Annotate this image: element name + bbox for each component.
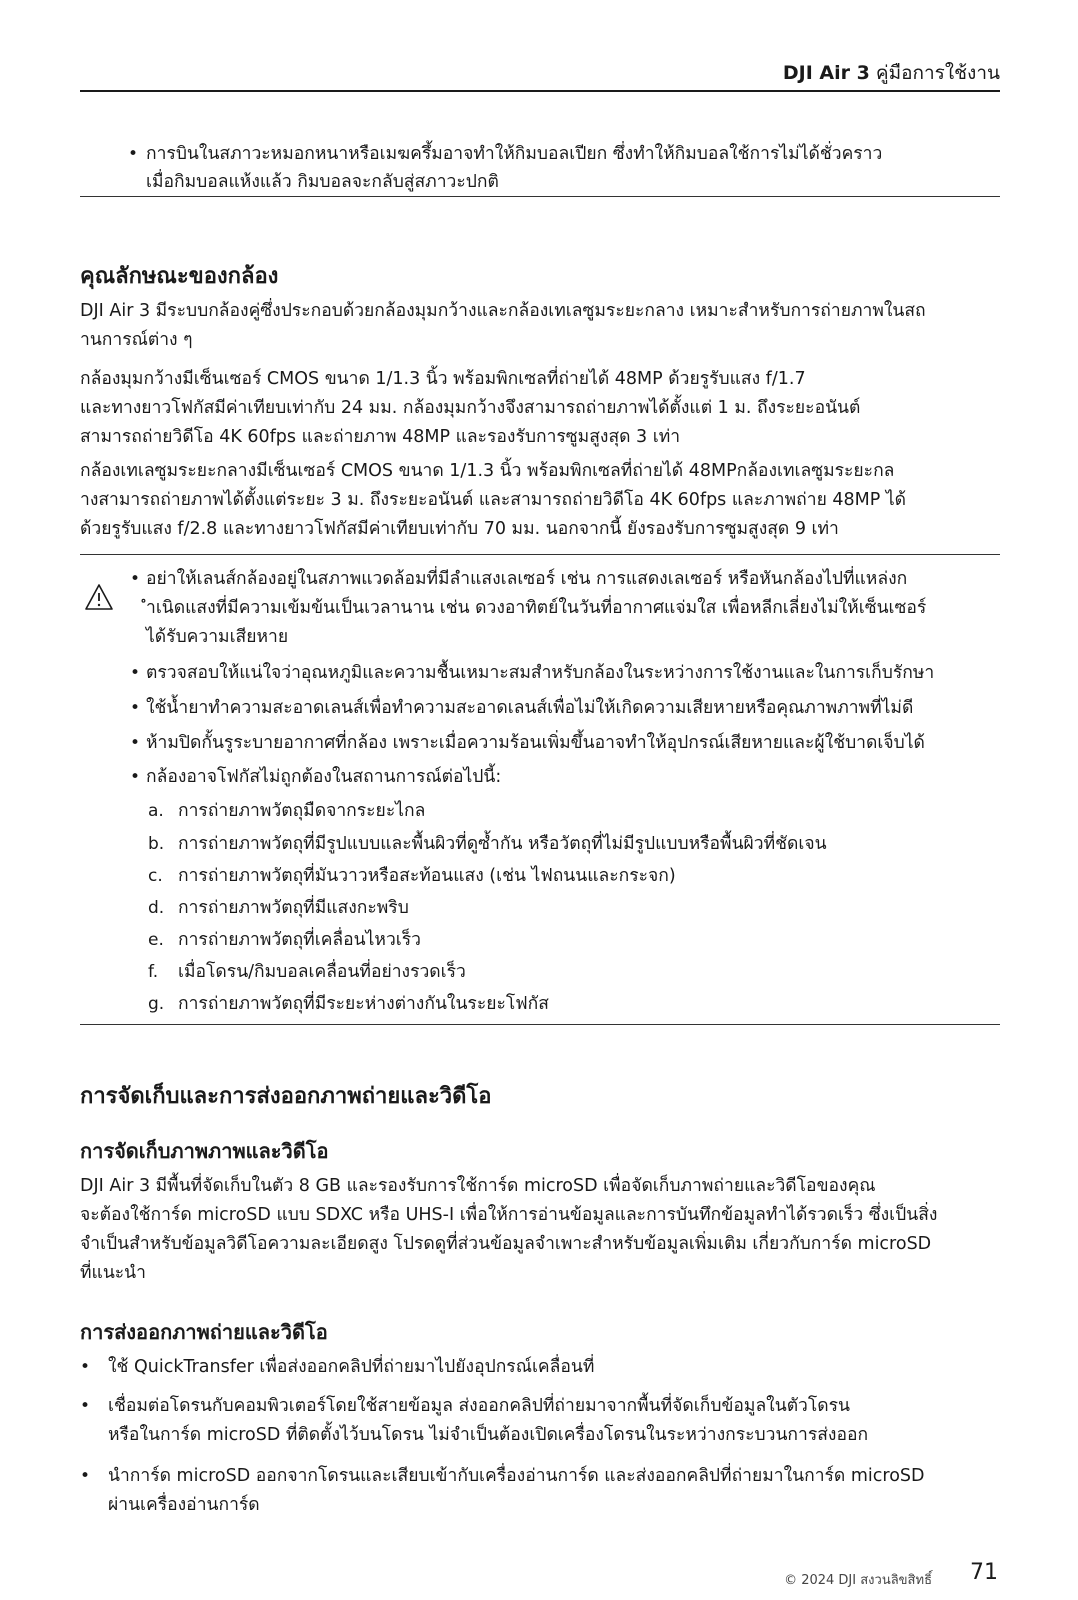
export-item-line: นำการ์ด microSD ออกจากโดรนและเสียบเข้ากับเครื่องอ่านการ์ด และส่งออกคลิปที่ถ่ายมาในการ์ด microSD <box>108 1466 925 1486</box>
header-manual: คู่มือการใช้งาน <box>875 62 1000 84</box>
warning-bottom-rule <box>80 1024 1000 1025</box>
top-note-line: การบินในสภาวะหมอกหนาหรือเมฆครึ้มอาจทำให้กิมบอลเปียก ซึ่งทำให้กิมบอลใช้การไม่ได้ชั่วคราว <box>146 144 883 164</box>
camera-para2-line: สามารถถ่ายวิดีโอ 4K 60fps และถ่ายภาพ 48MP และรองรับการซูมสูงสุด 3 เท่า <box>80 427 681 447</box>
warning-b2: ตรวจสอบให้แน่ใจว่าอุณหภูมิและความชื้นเหมาะสมสำหรับกล้องในระหว่างการใช้งานและในการเก็บรักษา <box>146 663 935 683</box>
sub-item-text: เมื่อโดรน/กิมบอลเคลื่อนที่อย่างรวดเร็ว <box>178 962 466 982</box>
camera-para1-line: านการณ์ต่าง ๆ <box>80 330 193 350</box>
sub-item-text: การถ่ายภาพวัตถุมืดจากระยะไกล <box>178 801 426 821</box>
bullet-dot: • <box>130 663 141 683</box>
bullet-dot: • <box>80 1396 91 1416</box>
camera-para3-line: างสามารถถ่ายภาพได้ตั้งแต่ระยะ 3 ม. ถึงระยะอนันต์ และสามารถถ่ายวิดีโอ 4K 60fps และภาพถ่าย 48MP ได้ <box>80 490 907 510</box>
warning-b4: ห้ามปิดกั้นรูระบายอากาศที่กล้อง เพราะเมื่อความร้อนเพิ่มขึ้นอาจทำให้อุปกรณ์เสียหายและผู้ใช้บาดเจ็บได้ <box>146 733 925 753</box>
storage-subsection-title: การจัดเก็บภาพภาพและวิดีโอ <box>80 1139 329 1163</box>
export-subsection-title: การส่งออกภาพถ่ายและวิดีโอ <box>80 1320 328 1344</box>
camera-para2-line: และทางยาวโฟกัสมีค่าเทียบเท่ากับ 24 มม. กล้องมุมกว้างจึงสามารถถ่ายภาพได้ตั้งแต่ 1 ม. ถึงระยะอนันต์ <box>80 398 861 418</box>
sub-item-text: การถ่ายภาพวัตถุที่เคลื่อนไหวเร็ว <box>178 930 421 950</box>
export-item: ใช้ QuickTransfer เพื่อส่งออกคลิปที่ถ่ายมาไปยังอุปกรณ์เคลื่อนที่ <box>108 1357 595 1377</box>
camera-section-title: คุณลักษณะของกล้อง <box>80 264 279 289</box>
bullet-dot: • <box>128 144 139 164</box>
camera-para2-line: กล้องมุมกว้างมีเซ็นเซอร์ CMOS ขนาด 1/1.3 นิ้ว พร้อมพิกเซลที่ถ่ายได้ 48MP ด้วยรูรับแสง f/1.7 <box>80 369 806 389</box>
camera-para1-line: DJI Air 3 มีระบบกล้องคู่ซึ่งประกอบด้วยกล้องมุมกว้างและกล้องเทเลซูมระยะกลาง เหมาะสำหรับการถ่ายภาพในสถ <box>80 301 926 321</box>
warning-b3: ใช้น้ำยาทำความสะอาดเลนส์เพื่อทำความสะอาดเลนส์เพื่อไม่ให้เกิดความเสียหายหรือคุณภาพภาพที่ไม่ดี <box>146 698 914 718</box>
camera-para3-line: กล้องเทเลซูมระยะกลางมีเซ็นเซอร์ CMOS ขนาด 1/1.3 นิ้ว พร้อมพิกเซลที่ถ่ายได้ 48MPกล้องเทเลซูมระยะกล <box>80 461 895 481</box>
bullet-dot: • <box>130 733 141 753</box>
warning-b1-line: ได้รับความเสียหาย <box>146 627 289 647</box>
sub-item-text: การถ่ายภาพวัตถุที่มีรูปแบบและพื้นผิวที่ดูซ้ำกัน หรือวัตถุที่ไม่มีรูปแบบหรือพื้นผิวที่ชัดเจน <box>178 834 827 854</box>
export-item-line: หรือในการ์ด microSD ที่ติดตั้งไว้บนโดรน ไม่จำเป็นต้องเปิดเครื่องโดรนในระหว่างกระบวนการส่งออก <box>108 1425 869 1445</box>
sub-item-text: การถ่ายภาพวัตถุที่มีแสงกะพริบ <box>178 898 409 918</box>
sub-letter: d. <box>148 898 165 918</box>
bullet-dot: • <box>130 698 141 718</box>
top-note-line: เมื่อกิมบอลแห้งแล้ว กิมบอลจะกลับสู่สภาวะปกติ <box>146 172 499 192</box>
warning-b1-line: ำเนิดแสงที่มีความเข้มข้นเป็นเวลานาน เช่น ดวงอาทิตย์ในวันที่อากาศแจ่มใส เพื่อหลีกเลี่ยงไม่ให้เซ็นเซอร์ <box>146 598 927 618</box>
sub-letter: f. <box>148 962 159 982</box>
divider <box>80 196 1000 197</box>
warning-triangle-icon <box>84 583 114 611</box>
warning-top-rule <box>80 554 1000 555</box>
warning-b5: กล้องอาจโฟกัสไม่ถูกต้องในสถานการณ์ต่อไปนี้: <box>146 767 502 787</box>
page-number: 71 <box>970 1560 998 1585</box>
sub-letter: c. <box>148 866 163 886</box>
sub-item-text: การถ่ายภาพวัตถุที่มันวาวหรือสะท้อนแสง (เช่น ไฟถนนและกระจก) <box>178 866 676 886</box>
bullet-dot: • <box>80 1466 91 1486</box>
sub-item-text: การถ่ายภาพวัตถุที่มีระยะห่างต่างกันในระยะโฟกัส <box>178 994 549 1014</box>
bullet-dot: • <box>130 569 141 589</box>
header-product: DJI Air 3 <box>782 62 870 84</box>
storage-para-line: จำเป็นสำหรับข้อมูลวิดีโอความละเอียดสูง โปรดดูที่ส่วนข้อมูลจำเพาะสำหรับข้อมูลเพิ่มเติม เกี่ยวกับการ์ด microSD <box>80 1234 932 1254</box>
bullet-dot: • <box>130 767 141 787</box>
sub-letter: g. <box>148 994 165 1014</box>
storage-para-line: DJI Air 3 มีพื้นที่จัดเก็บในตัว 8 GB และรองรับการใช้การ์ด microSD เพื่อจัดเก็บภาพถ่ายและวิดีโอของคุณ <box>80 1176 876 1196</box>
sub-letter: a. <box>148 801 164 821</box>
footer-copyright: © 2024 DJI สงวนลิขสิทธิ์ <box>784 1573 932 1588</box>
bullet-dot: • <box>80 1357 91 1377</box>
sub-letter: b. <box>148 834 165 854</box>
export-item-line: เชื่อมต่อโดรนกับคอมพิวเตอร์โดยใช้สายข้อมูล ส่งออกคลิปที่ถ่ายมาจากพื้นที่จัดเก็บข้อมูลในตัวโดรน <box>108 1396 851 1416</box>
page-header <box>80 58 1000 88</box>
camera-para3-line: ด้วยรูรับแสง f/2.8 และทางยาวโฟกัสมีค่าเทียบเท่ากับ 70 มม. นอกจากนี้ ยังรองรับการซูมสูงสุด 9 เท่า <box>80 519 839 539</box>
export-item-line: ผ่านเครื่องอ่านการ์ด <box>108 1495 260 1515</box>
sub-letter: e. <box>148 930 164 950</box>
header-rule <box>80 90 1000 92</box>
storage-para-line: จะต้องใช้การ์ด microSD แบบ SDXC หรือ UHS-I เพื่อให้การอ่านข้อมูลและการบันทึกข้อมูลทำได้รวดเร็ว ซึ่งเป็นสิ่ง <box>80 1205 938 1225</box>
warning-b1-line: อย่าให้เลนส์กล้องอยู่ในสภาพแวดล้อมที่มีลำแสงเลเซอร์ เช่น การแสดงเลเซอร์ หรือหันกล้องไปที่แหล่งก <box>146 569 908 589</box>
storage-section-title: การจัดเก็บและการส่งออกภาพถ่ายและวิดีโอ <box>80 1084 492 1109</box>
storage-para-line: ที่แนะนำ <box>80 1263 146 1283</box>
